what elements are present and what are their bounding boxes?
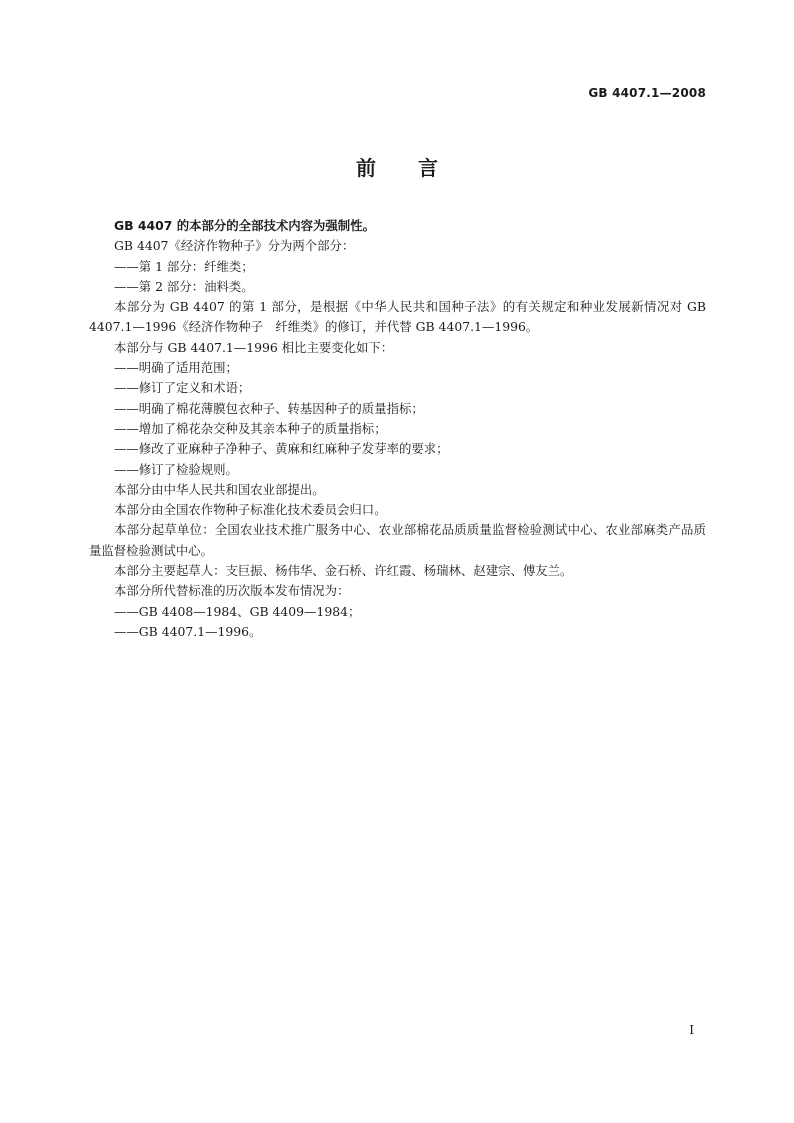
- list-item-part-2: ——第 2 部分：油料类。: [114, 278, 254, 294]
- list-item-change-2: ——修订了定义和术语；: [114, 380, 251, 396]
- foreword-body: [89, 216, 706, 642]
- list-item-change-4: ——增加了棉花杂交种及其亲本种子的质量指标；: [114, 420, 387, 436]
- list-item-history-1: ——GB 4408—1984、GB 4409—1984；: [114, 603, 361, 619]
- standard-number: GB 4407.1—2008: [588, 86, 706, 100]
- list-item-history-2: ——GB 4407.1—1996。: [114, 623, 262, 639]
- paragraph-proposed-by: 本部分由中华人民共和国农业部提出。: [114, 481, 325, 497]
- paragraph-parts-intro: GB 4407《经济作物种子》分为两个部分：: [114, 238, 355, 254]
- page-title: 前言: [356, 156, 480, 180]
- list-item-change-5: ——修改了亚麻种子净种子、黄麻和红麻种子发芽率的要求；: [114, 441, 449, 457]
- paragraph-drafters: 本部分主要起草人：支巨振、杨伟华、金石桥、许红霞、杨瑞林、赵建宗、傅友兰。: [114, 563, 573, 579]
- paragraph-revision-basis: 本部分为 GB 4407 的第 1 部分，是根据《中华人民共和国种子法》的有关规定和种业发展新情况对 GB 4407.1—1996《经济作物种子 纤维类》的修订，并代替 GB 4407.1—1996。: [89, 299, 706, 335]
- list-item-change-1: ——明确了适用范围；: [114, 360, 238, 376]
- paragraph-mandatory-statement: GB 4407 的本部分的全部技术内容为强制性。: [114, 218, 375, 233]
- page-number: I: [689, 1023, 694, 1037]
- paragraph-drafting-units: 本部分起草单位：全国农业技术推广服务中心、农业部棉花品质质量监督检验测试中心、农业部麻类产品质量监督检验测试中心。: [89, 522, 706, 558]
- paragraph-history-intro: 本部分所代替标准的历次版本发布情况为：: [114, 583, 350, 599]
- list-item-part-1: ——第 1 部分：纤维类；: [114, 258, 254, 274]
- paragraph-changes-intro: 本部分与 GB 4407.1—1996 相比主要变化如下：: [114, 339, 394, 355]
- paragraph-centralized-by: 本部分由全国农作物种子标准化技术委员会归口。: [114, 502, 387, 518]
- list-item-change-6: ——修订了检验规则。: [114, 461, 238, 477]
- list-item-change-3: ——明确了棉花薄膜包衣种子、转基因种子的质量指标；: [114, 400, 424, 416]
